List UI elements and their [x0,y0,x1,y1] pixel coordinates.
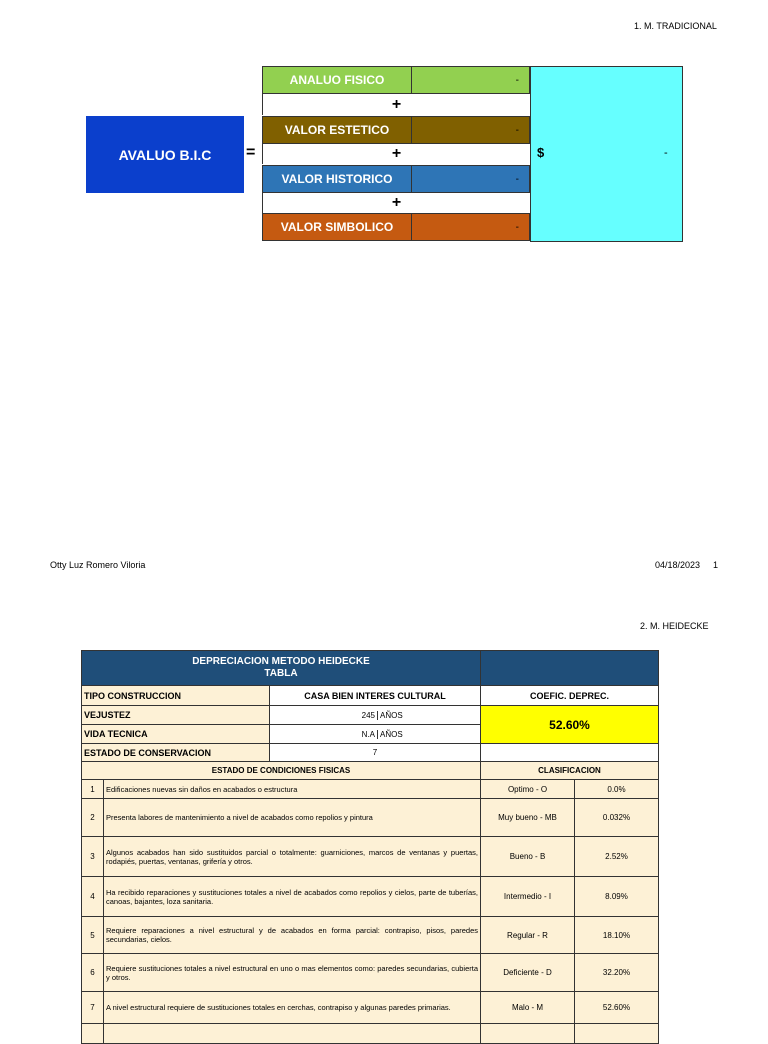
condiciones-header: ESTADO DE CONDICIONES FISICAS [82,762,481,780]
row-classification: Deficiente - D [481,954,575,992]
row-number: 1 [82,780,104,799]
tipo-construccion-label: TIPO CONSTRUCCION [82,686,270,706]
row-classification: Regular - R [481,917,575,954]
row-classification: Intermedio - I [481,877,575,917]
footer-page-number: 1 [713,560,719,570]
vejustez-unit: AÑOS [380,710,403,720]
total-value: - [664,147,668,159]
row-classification: Malo - M [481,992,575,1024]
row-description: Ha recibido reparaciones y sustituciones totales a nivel de acabados como repolios y cielos, parte de tuberías, canoas, bajantes, loza sanitaria. [104,877,481,917]
row-description: A nivel estructural requiere de sustituciones totales en cerchas, contrapiso y algunas paredes primarias. [104,992,481,1024]
table-row [82,992,659,1024]
value-avaluo-fisico: - [412,66,530,94]
row-percentage: 52.60% [575,992,659,1024]
row-number: 6 [82,954,104,992]
row-number: 3 [82,837,104,877]
table-title-right [481,651,659,686]
table-row [82,917,659,954]
vida-tecnica-cell [270,725,481,744]
row-description: Edificaciones nuevas sin daños en acabados o estructura [104,780,481,799]
table-row [82,954,659,992]
row-percentage: 0.0% [575,780,659,799]
total-currency-symbol: $ [537,145,545,160]
row-percentage: 8.09% [575,877,659,917]
vida-tecnica-label: VIDA TECNICA [82,725,270,744]
label-valor-simbolico: VALOR SIMBOLICO [262,213,412,241]
row-classification: Bueno - B [481,837,575,877]
label-valor-historico: VALOR HISTORICO [262,165,412,193]
row-description: Algunos acabados han sido sustituidos parcial o totalmente: guarniciones, marcos de ventanas y puertas, rodapiés, puertas, ventanas, grifería y otros. [104,837,481,877]
row-percentage: 18.10% [575,917,659,954]
row-description: Presenta labores de mantenimiento a nivel de acabados como repolios y pintura [104,799,481,837]
vejustez-label: VEJUSTEZ [82,706,270,725]
plus-sign: + [262,143,530,164]
avaluo-bic-box: AVALUO B.I.C [86,116,244,193]
total-box [530,66,683,242]
section1-header: 1. M. TRADICIONAL [634,21,717,31]
table-row [82,837,659,877]
coef-deprec-value: 52.60% [481,706,659,744]
label-avaluo-fisico: ANALUO FISICO [262,66,412,94]
vejustez-value: 245 [270,711,378,720]
row-number: 5 [82,917,104,954]
row-description: Requiere sustituciones totales a nivel estructural en uno o mas elementos como: paredes secundarias, cubierta y otros. [104,954,481,992]
plus-sign: + [262,192,530,213]
table-title [82,651,481,686]
table-title-line2: TABLA [264,668,298,679]
vida-tecnica-value: N.A [270,730,378,739]
plus-sign: + [262,94,530,115]
table-row [82,877,659,917]
heidecke-table [81,650,659,1044]
value-valor-simbolico: - [412,213,530,241]
estado-conservacion-value: 7 [270,744,481,762]
row-percentage: 32.20% [575,954,659,992]
value-valor-estetico: - [412,116,530,144]
row-percentage: 0.032% [575,799,659,837]
row-percentage: 2.52% [575,837,659,877]
row-description: Requiere reparaciones a nivel estructural y de acabados en forma parcial: contrapiso, pisos, paredes secundarias, cielos. [104,917,481,954]
row-classification: Muy bueno - MB [481,799,575,837]
section2-header: 2. M. HEIDECKE [640,621,709,631]
row-number: 2 [82,799,104,837]
label-valor-estetico: VALOR ESTETICO [262,116,412,144]
estado-conservacion-label: ESTADO DE CONSERVACION [82,744,270,762]
row-number: 7 [82,992,104,1024]
tipo-construccion-value: CASA BIEN INTERES CULTURAL [270,686,481,706]
table-row [82,799,659,837]
vejustez-cell [270,706,481,725]
value-valor-historico: - [412,165,530,193]
footer-author: Otty Luz Romero Viloria [50,560,146,570]
row-classification: Optimo - O [481,780,575,799]
footer-date: 04/18/2023 [655,560,701,570]
equals-sign: = [246,144,256,161]
clasificacion-header: CLASIFICACION [481,762,659,780]
table-row [82,1024,659,1044]
row-number: 4 [82,877,104,917]
coef-deprec-label: COEFIC. DEPREC. [481,686,659,706]
blank-cell [481,744,659,762]
table-row [82,780,659,799]
table-title-line1: DEPRECIACION METODO HEIDECKE [192,656,370,667]
vida-tecnica-unit: AÑOS [380,729,403,739]
